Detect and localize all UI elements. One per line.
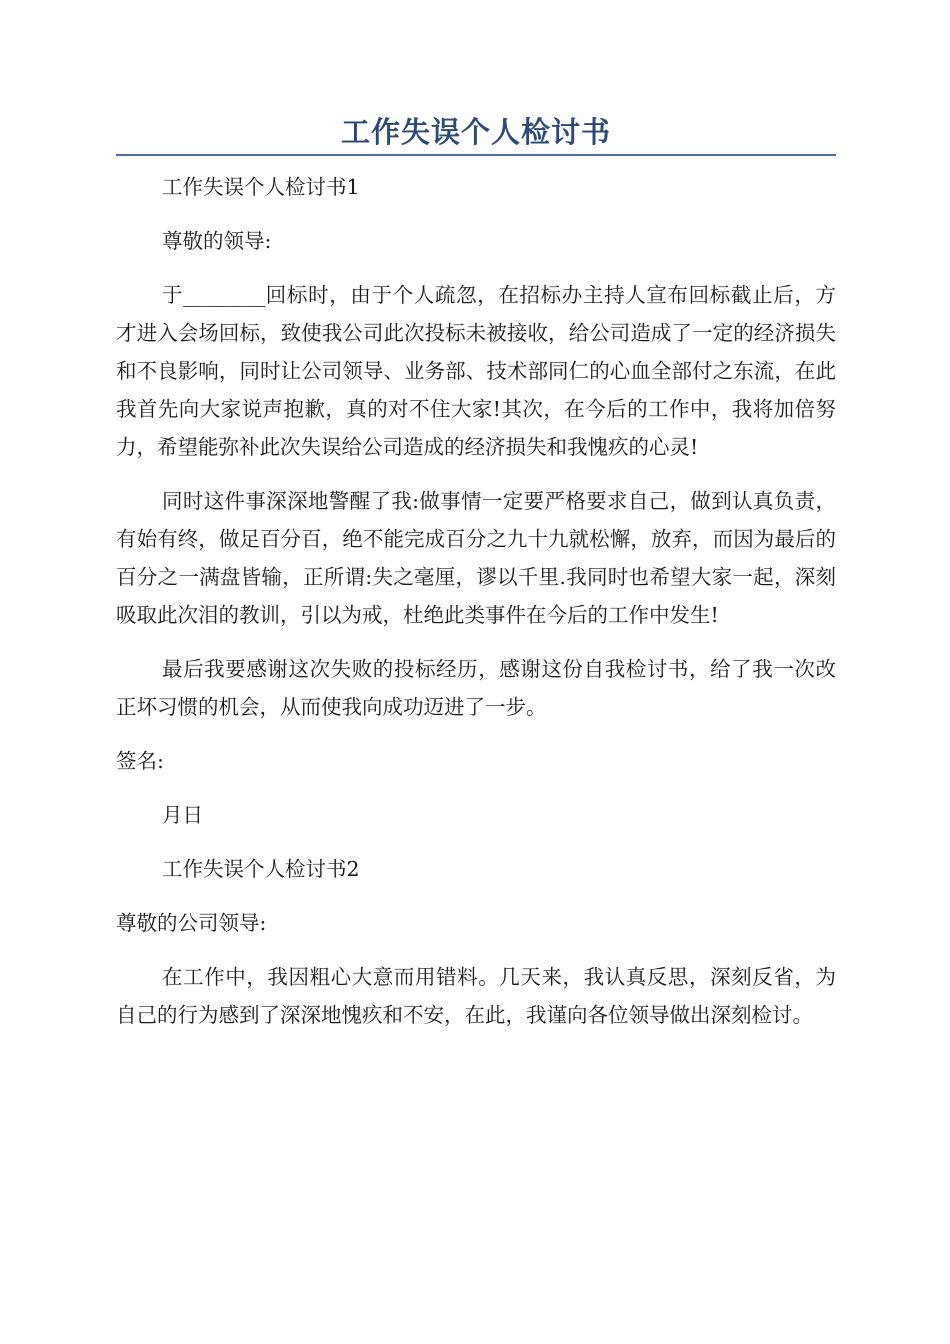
signature-label: 签名: — [116, 749, 164, 773]
body-paragraph: 在工作中，我因粗心大意而用错料。几天来，我认真反思，深刻反省，为自己的行为感到了深深地愧疚和不安，在此，我谨向各位领导做出深刻检讨。 — [116, 965, 836, 1027]
body-paragraph: 于________回标时，由于个人疏忽，在招标办主持人宣布回标截止后，方才进入会场回标，致使我公司此次投标未被接收，给公司造成了一定的经济损失和不良影响，同时让公司领导、业务部、技术部同仁的心血全部付之东流，在此我首先向大家说声抱歉，真的对不住大家!其次，在今后的工作中，我将加倍努力，希望能弥补此次失误给公司造成的经济损失和我愧疚的心灵! — [116, 283, 836, 459]
salutation: 尊敬的领导: — [162, 229, 272, 253]
document-title: 工作失误个人检讨书 — [340, 115, 611, 149]
title-underline — [116, 154, 836, 156]
body-paragraph: 同时这件事深深地警醒了我:做事情一定要严格要求自己，做到认真负责，有始有终，做足百分百，绝不能完成百分之九十九就松懈，放弃，而因为最后的百分之一满盘皆输，正所谓:失之毫厘，谬以千里.我同时也希望大家一起，深刻吸取此次泪的教训，引以为戒，杜绝此类事件在今后的工作中发生! — [116, 489, 836, 627]
salutation: 尊敬的公司领导: — [116, 911, 267, 935]
section-heading-1: 工作失误个人检讨书1 — [162, 175, 360, 199]
body-paragraph: 最后我要感谢这次失败的投标经历，感谢这份自我检讨书，给了我一次改正坏习惯的机会，从而使我向成功迈进了一步。 — [116, 657, 836, 719]
document-body — [116, 168, 836, 1050]
section-heading-2: 工作失误个人检讨书2 — [162, 857, 360, 881]
date-line: 月日 — [162, 803, 203, 827]
